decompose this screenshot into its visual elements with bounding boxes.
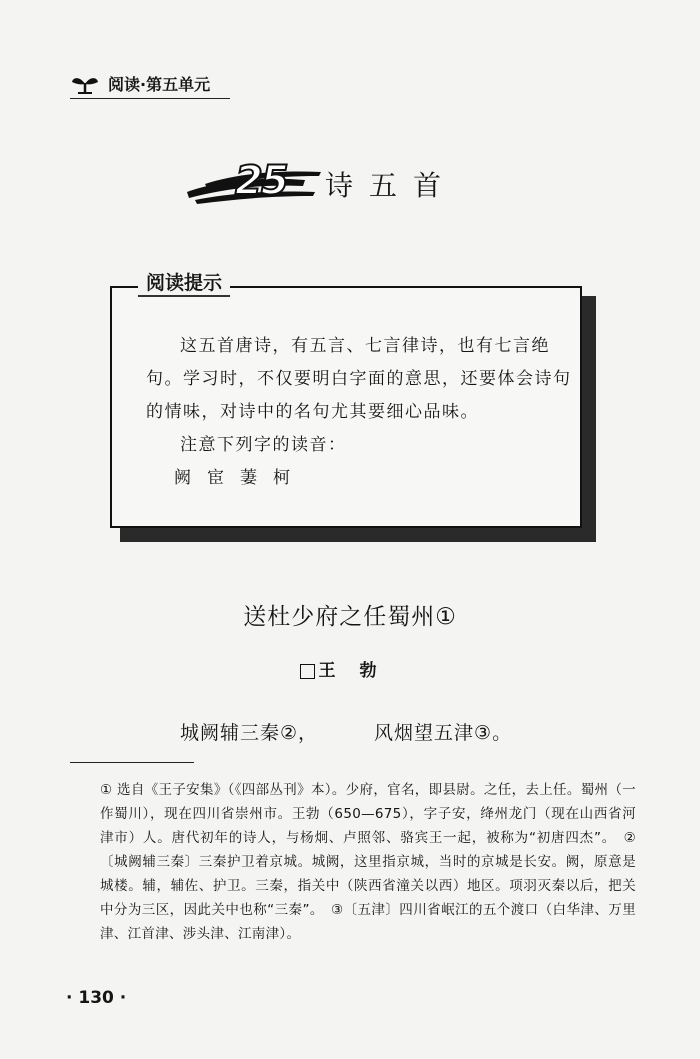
page-number: · 130 · — [66, 988, 127, 1008]
tips-characters: 阙宦萋柯 — [174, 468, 306, 488]
header-rule — [70, 98, 230, 99]
poem-title: 送杜少府之任蜀州① — [243, 604, 457, 630]
footnotes: ① 选自《王子安集》（《四部丛刊》本）。少府，官名，即县尉。之任，去上任。蜀州（一作蜀川），现在四川省崇州市。王勃（650—675），字子安，绛州龙门（现在山西省河津市）人。唐代初年的诗人，与杨炯、卢照邻、骆宾王一起，被称为“初唐四杰”。 ②〔城阙辅三秦〕三秦护卫着京城。城阙，这里指京城，当时的京城是长安。阙，原意是城楼。辅，辅佐、护卫。三秦，指关中（陕西省潼关以西）地区。项羽灭秦以后，把关中分为三区，因此关中也称“三秦”。 ③〔五津〕四川省岷江的五个渡口（白华津、万里津、江首津、涉头津、江南津）。 — [100, 782, 636, 942]
poem-author — [0, 656, 700, 681]
lesson-name: 诗五首 — [325, 169, 458, 202]
tips-paragraph: 这五首唐诗，有五言、七言律诗，也有七言绝句。学习时，不仅要明白字面的意思，还要体会诗句的情味，对诗中的名句尤其要细心品味。 — [146, 336, 572, 422]
footnote-rule — [70, 762, 194, 763]
tips-pronunciation-note: 注意下列字的读音： — [180, 435, 347, 455]
poem-line-second-half: 风烟望五津③。 — [374, 722, 513, 744]
poem-line-first-half: 城阙辅三秦②， — [180, 722, 319, 744]
sprout-icon — [70, 74, 100, 94]
section-title: 阅读·第五单元 — [108, 75, 211, 94]
poem-line — [180, 718, 580, 745]
author-name: 王勃 — [318, 661, 401, 681]
tips-text — [146, 330, 574, 495]
tips-label: 阅读提示 — [138, 268, 230, 297]
running-header — [70, 72, 210, 95]
author-box-icon — [300, 664, 315, 679]
lesson-title — [185, 150, 525, 210]
lesson-number: 25 — [235, 158, 287, 204]
